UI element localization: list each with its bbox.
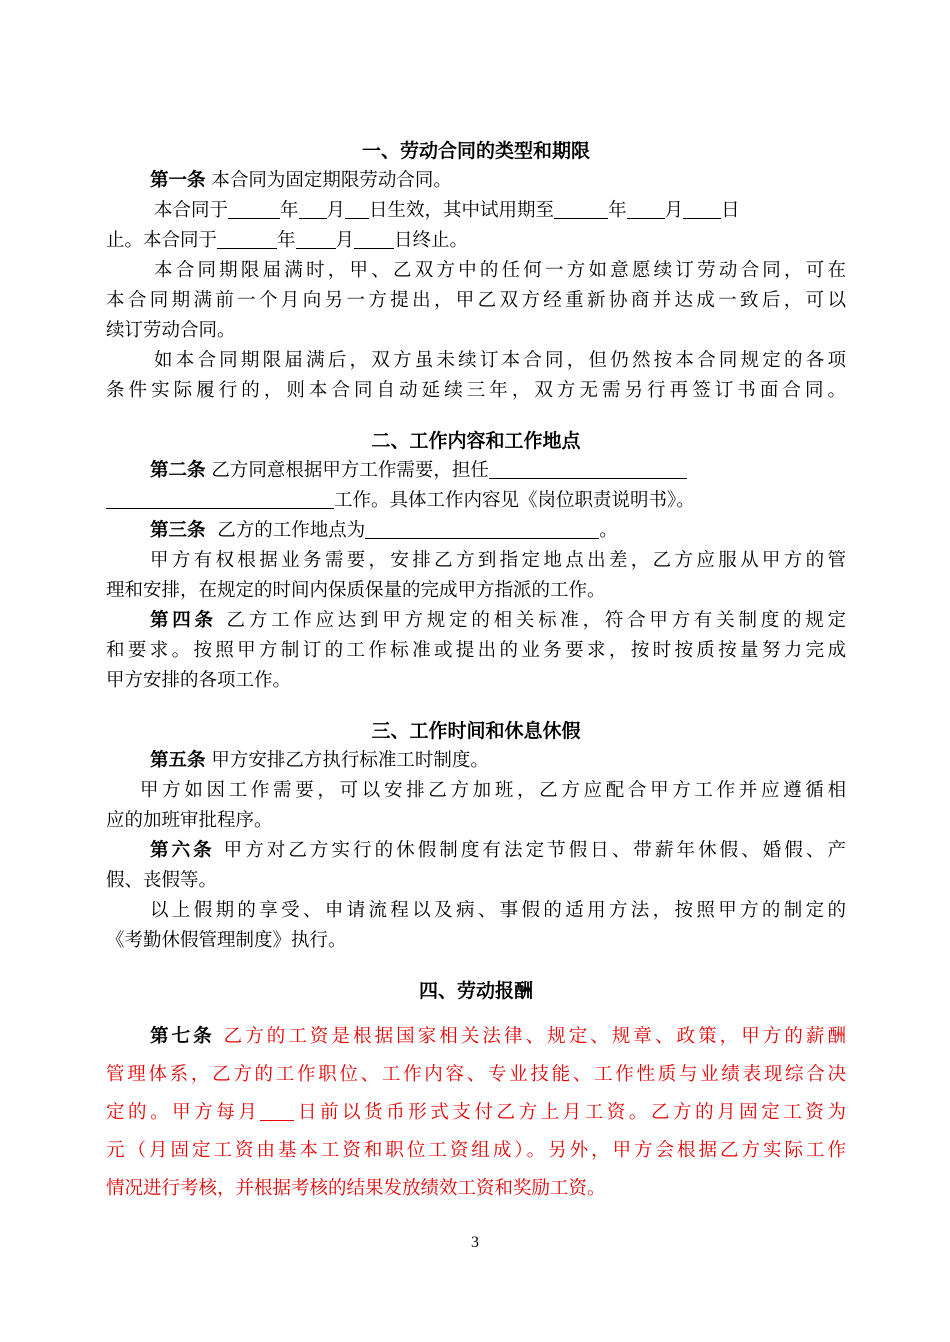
article-label: 第一条 (150, 170, 206, 191)
blank-day (354, 228, 394, 249)
text: 本合同于 (154, 200, 229, 221)
paragraph-line: 应的加班审批程序。 (106, 810, 273, 831)
article-4 (150, 606, 846, 636)
article-label: 第四条 (150, 610, 217, 631)
paragraph-line: 甲方有权根据业务需要，安排乙方到指定地点出差，乙方应服从甲方的管 (150, 550, 846, 571)
blank-month (296, 228, 336, 249)
article-7 (150, 1022, 846, 1052)
paragraph-line: 甲方如因工作需要，可以安排乙方加班，乙方应配合甲方工作并应遵循相 (140, 780, 846, 801)
paragraph-line: 以上假期的享受、申请流程以及病、事假的适用方法，按照甲方的制定的 (150, 900, 846, 921)
paragraph-line: 甲方安排的各项工作。 (106, 670, 292, 691)
text: 日终止。 (394, 230, 469, 251)
paragraph-line (106, 1098, 846, 1128)
article-2-line-2 (106, 486, 846, 516)
text: 日前以货币形式支付乙方上月工资。乙方的月固定工资为 (294, 1102, 846, 1123)
blank-year (554, 198, 608, 219)
paragraph-line: 《考勤休假管理制度》执行。 (106, 930, 347, 951)
section-heading-3: 三、工作时间和休息休假 (371, 720, 581, 742)
text: 月 (326, 200, 346, 221)
text: 年 (277, 230, 296, 251)
article-text: 乙方的工作地点为 (217, 520, 366, 541)
paragraph-line: 元（月固定工资由基本工资和职位工资组成）。另外，甲方会根据乙方实际工作 (106, 1140, 846, 1161)
article-1 (150, 166, 846, 196)
section-heading-1: 一、劳动合同的类型和期限 (361, 140, 590, 162)
paragraph-line: 条件实际履行的，则本合同自动延续三年，双方无需另行再签订书面合同。 (106, 380, 846, 401)
article-label: 第七条 (150, 1026, 215, 1047)
text: 月 (335, 230, 355, 251)
article-label: 第三条 (150, 520, 206, 541)
section-heading-4: 四、劳动报酬 (418, 980, 533, 1002)
blank-day (345, 198, 369, 219)
blank-year (217, 228, 277, 249)
text: 日生效，其中试用期至 (369, 200, 555, 221)
text: 日 (721, 200, 740, 221)
article-6 (150, 836, 846, 866)
section-heading-2: 二、工作内容和工作地点 (371, 430, 581, 452)
article-text: 乙方同意根据甲方工作需要，担任 (211, 460, 489, 481)
paragraph-line: 本合同期限届满时，甲、乙双方中的任何一方如意愿续订劳动合同，可在 (154, 260, 846, 281)
paragraph-line: 假、丧假等。 (106, 870, 218, 891)
text: 年 (608, 200, 627, 221)
paragraph-line: 管理体系，乙方的工作职位、工作内容、专业技能、工作性质与业绩表现综合决 (106, 1064, 846, 1085)
blank-position (489, 458, 687, 479)
blank-pay-day (260, 1100, 294, 1121)
effective-date-line (154, 196, 846, 226)
paragraph-line: 情况进行考核，并根据考核的结果发放绩效工资和奖励工资。 (106, 1178, 606, 1199)
blank-month (627, 198, 665, 219)
article-5 (150, 746, 846, 776)
blank-work-location (365, 518, 599, 539)
blank-month (299, 198, 327, 219)
text: 定的。甲方每月 (106, 1102, 261, 1123)
paragraph-line: 本合同期满前一个月向另一方提出，甲乙双方经重新协商并达成一致后，可以 (106, 290, 846, 311)
text: 止。本合同于 (106, 230, 218, 251)
text: 工作。具体工作内容见《岗位职责说明书》。 (334, 490, 695, 511)
text: 年 (280, 200, 299, 221)
article-label: 第五条 (150, 750, 206, 771)
article-3 (150, 516, 846, 546)
page-number: 3 (471, 1234, 479, 1251)
article-2 (150, 456, 846, 486)
article-text: 乙方工作应达到甲方规定的相关标准，符合甲方有关制度的规定 (226, 610, 846, 631)
paragraph-line: 理和安排，在规定的时间内保质保量的完成甲方指派的工作。 (106, 580, 606, 601)
article-text: 甲方安排乙方执行标准工时制度。 (211, 750, 489, 771)
article-text: 甲方对乙方实行的休假制度有法定节假日、带薪年休假、婚假、产 (223, 840, 846, 861)
article-label: 第二条 (150, 460, 206, 481)
blank-position-continued (106, 488, 334, 509)
paragraph-line: 续订劳动合同。 (106, 320, 236, 341)
blank-year (228, 198, 280, 219)
end-date-line (106, 226, 846, 256)
article-text: 本合同为固定期限劳动合同。 (211, 170, 452, 191)
article-text: 乙方的工资是根据国家相关法律、规定、规章、政策，甲方的薪酬 (223, 1026, 846, 1047)
text: 。 (599, 520, 618, 541)
text: 月 (664, 200, 684, 221)
paragraph-line: 如本合同期限届满后，双方虽未续订本合同，但仍然按本合同规定的各项 (154, 350, 846, 371)
blank-day (683, 198, 721, 219)
article-label: 第六条 (150, 840, 215, 861)
paragraph-line: 和要求。按照甲方制订的工作标准或提出的业务要求，按时按质按量努力完成 (106, 640, 846, 661)
